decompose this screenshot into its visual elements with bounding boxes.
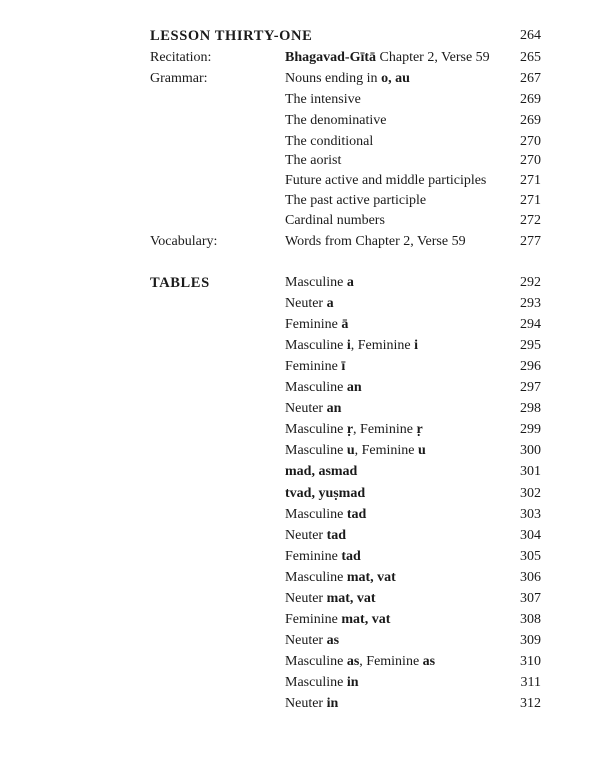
toc-entry-text: The past active participle — [285, 193, 427, 208]
tables-row — [0, 505, 600, 525]
toc-entry-text: Feminine ā — [285, 317, 349, 332]
toc-row-recitation — [0, 48, 600, 68]
toc-entry-page: 302 — [520, 486, 541, 501]
tables-row — [0, 315, 600, 335]
toc-entry-page: 310 — [520, 654, 541, 669]
toc-entry-text: Masculine ṛ, Feminine ṛ — [285, 422, 423, 437]
toc-row-grammar-7 — [0, 191, 600, 211]
toc-entry-page: 304 — [520, 528, 541, 543]
toc-entry-text: Neuter a — [285, 296, 334, 311]
toc-row-grammar-3 — [0, 111, 600, 131]
tables-row — [0, 673, 600, 693]
section-label-vocabulary: Vocabulary: — [150, 234, 218, 249]
toc-entry-page: 272 — [520, 213, 541, 228]
toc-entry-text: Masculine a — [285, 275, 354, 290]
toc-entry-text: Nouns ending in o, au — [285, 71, 410, 86]
toc-entry-page: 301 — [520, 464, 541, 479]
toc-entry-text: Neuter in — [285, 696, 339, 711]
toc-entry-page: 298 — [520, 401, 541, 416]
toc-entry-text: mad, asmad — [285, 464, 358, 479]
lesson-heading-row — [0, 26, 600, 46]
toc-entry-page: 300 — [520, 443, 541, 458]
toc-row-grammar-6 — [0, 171, 600, 191]
toc-row-grammar-1 — [0, 69, 600, 89]
toc-entry-page: 292 — [520, 275, 541, 290]
toc-entry-text: Neuter tad — [285, 528, 347, 543]
toc-entry-text: Masculine tad — [285, 507, 367, 522]
toc-entry-text: The denominative — [285, 113, 387, 128]
toc-entry-page: 295 — [520, 338, 541, 353]
tables-row — [0, 568, 600, 588]
toc-entry-text: Feminine tad — [285, 549, 361, 564]
tables-row — [0, 631, 600, 651]
tables-row — [0, 399, 600, 419]
toc-entry-text: Future active and middle participles — [285, 173, 487, 188]
toc-row-grammar-8 — [0, 211, 600, 231]
toc-entry-page: 312 — [520, 696, 541, 711]
tables-row — [0, 610, 600, 630]
tables-row — [0, 357, 600, 377]
toc-row-grammar-5 — [0, 151, 600, 171]
section-label-recitation: Recitation: — [150, 50, 212, 65]
toc-entry-page: 296 — [520, 359, 541, 374]
toc-entry-text: Masculine in — [285, 675, 359, 690]
toc-entry-text: Masculine an — [285, 380, 362, 395]
toc-row-grammar-4 — [0, 132, 600, 152]
section-label-grammar: Grammar: — [150, 71, 208, 86]
toc-entry-text: Cardinal numbers — [285, 213, 385, 228]
toc-entry-page: 270 — [520, 153, 541, 168]
lesson-title: LESSON THIRTY-ONE — [150, 28, 313, 44]
tables-row — [0, 694, 600, 714]
toc-entry-page: 267 — [520, 71, 541, 86]
toc-entry-page: 265 — [520, 50, 541, 65]
toc-entry-page: 311 — [520, 675, 541, 690]
toc-entry-text: Masculine i, Feminine i — [285, 338, 418, 353]
toc-entry-text: tvad, yuṣmad — [285, 486, 366, 501]
toc-entry-page: 271 — [520, 173, 541, 188]
tables-row — [0, 273, 600, 293]
tables-row — [0, 420, 600, 440]
tables-row — [0, 589, 600, 609]
tables-row — [0, 336, 600, 356]
toc-entry-text: The intensive — [285, 92, 361, 107]
tables-row — [0, 441, 600, 461]
toc-entry-page: 277 — [520, 234, 541, 249]
toc-entry-page: 269 — [520, 113, 541, 128]
toc-entry-text: Bhagavad-Gītā Chapter 2, Verse 59 — [285, 50, 490, 65]
toc-entry-page: 297 — [520, 380, 541, 395]
toc-entry-page: 305 — [520, 549, 541, 564]
tables-row — [0, 547, 600, 567]
toc-row-grammar-2 — [0, 90, 600, 110]
toc-entry-page: 307 — [520, 591, 541, 606]
tables-title: TABLES — [150, 275, 210, 291]
lesson-page: 264 — [520, 28, 541, 43]
tables-row — [0, 526, 600, 546]
toc-entry-text: Neuter as — [285, 633, 340, 648]
toc-row-vocabulary — [0, 232, 600, 252]
tables-row — [0, 378, 600, 398]
toc-entry-page: 309 — [520, 633, 541, 648]
toc-entry-page: 299 — [520, 422, 541, 437]
toc-entry-text: The conditional — [285, 134, 374, 149]
toc-entry-page: 306 — [520, 570, 541, 585]
toc-entry-text: Words from Chapter 2, Verse 59 — [285, 234, 466, 249]
toc-entry-page: 271 — [520, 193, 541, 208]
tables-row — [0, 652, 600, 672]
toc-entry-page: 308 — [520, 612, 541, 627]
toc-entry-page: 293 — [520, 296, 541, 311]
toc-entry-text: The aorist — [285, 153, 342, 168]
toc-entry-text: Neuter an — [285, 401, 342, 416]
tables-row — [0, 484, 600, 504]
toc-entry-page: 269 — [520, 92, 541, 107]
toc-entry-text: Feminine ī — [285, 359, 346, 374]
toc-entry-page: 270 — [520, 134, 541, 149]
toc-entry-text: Neuter mat, vat — [285, 591, 376, 606]
toc-entry-page: 303 — [520, 507, 541, 522]
toc-entry-text: Masculine as, Feminine as — [285, 654, 436, 669]
tables-row — [0, 294, 600, 314]
toc-entry-text: Feminine mat, vat — [285, 612, 391, 627]
tables-row — [0, 462, 600, 482]
toc-entry-page: 294 — [520, 317, 541, 332]
toc-entry-text: Masculine u, Feminine u — [285, 443, 426, 458]
toc-entry-text: Masculine mat, vat — [285, 570, 396, 585]
